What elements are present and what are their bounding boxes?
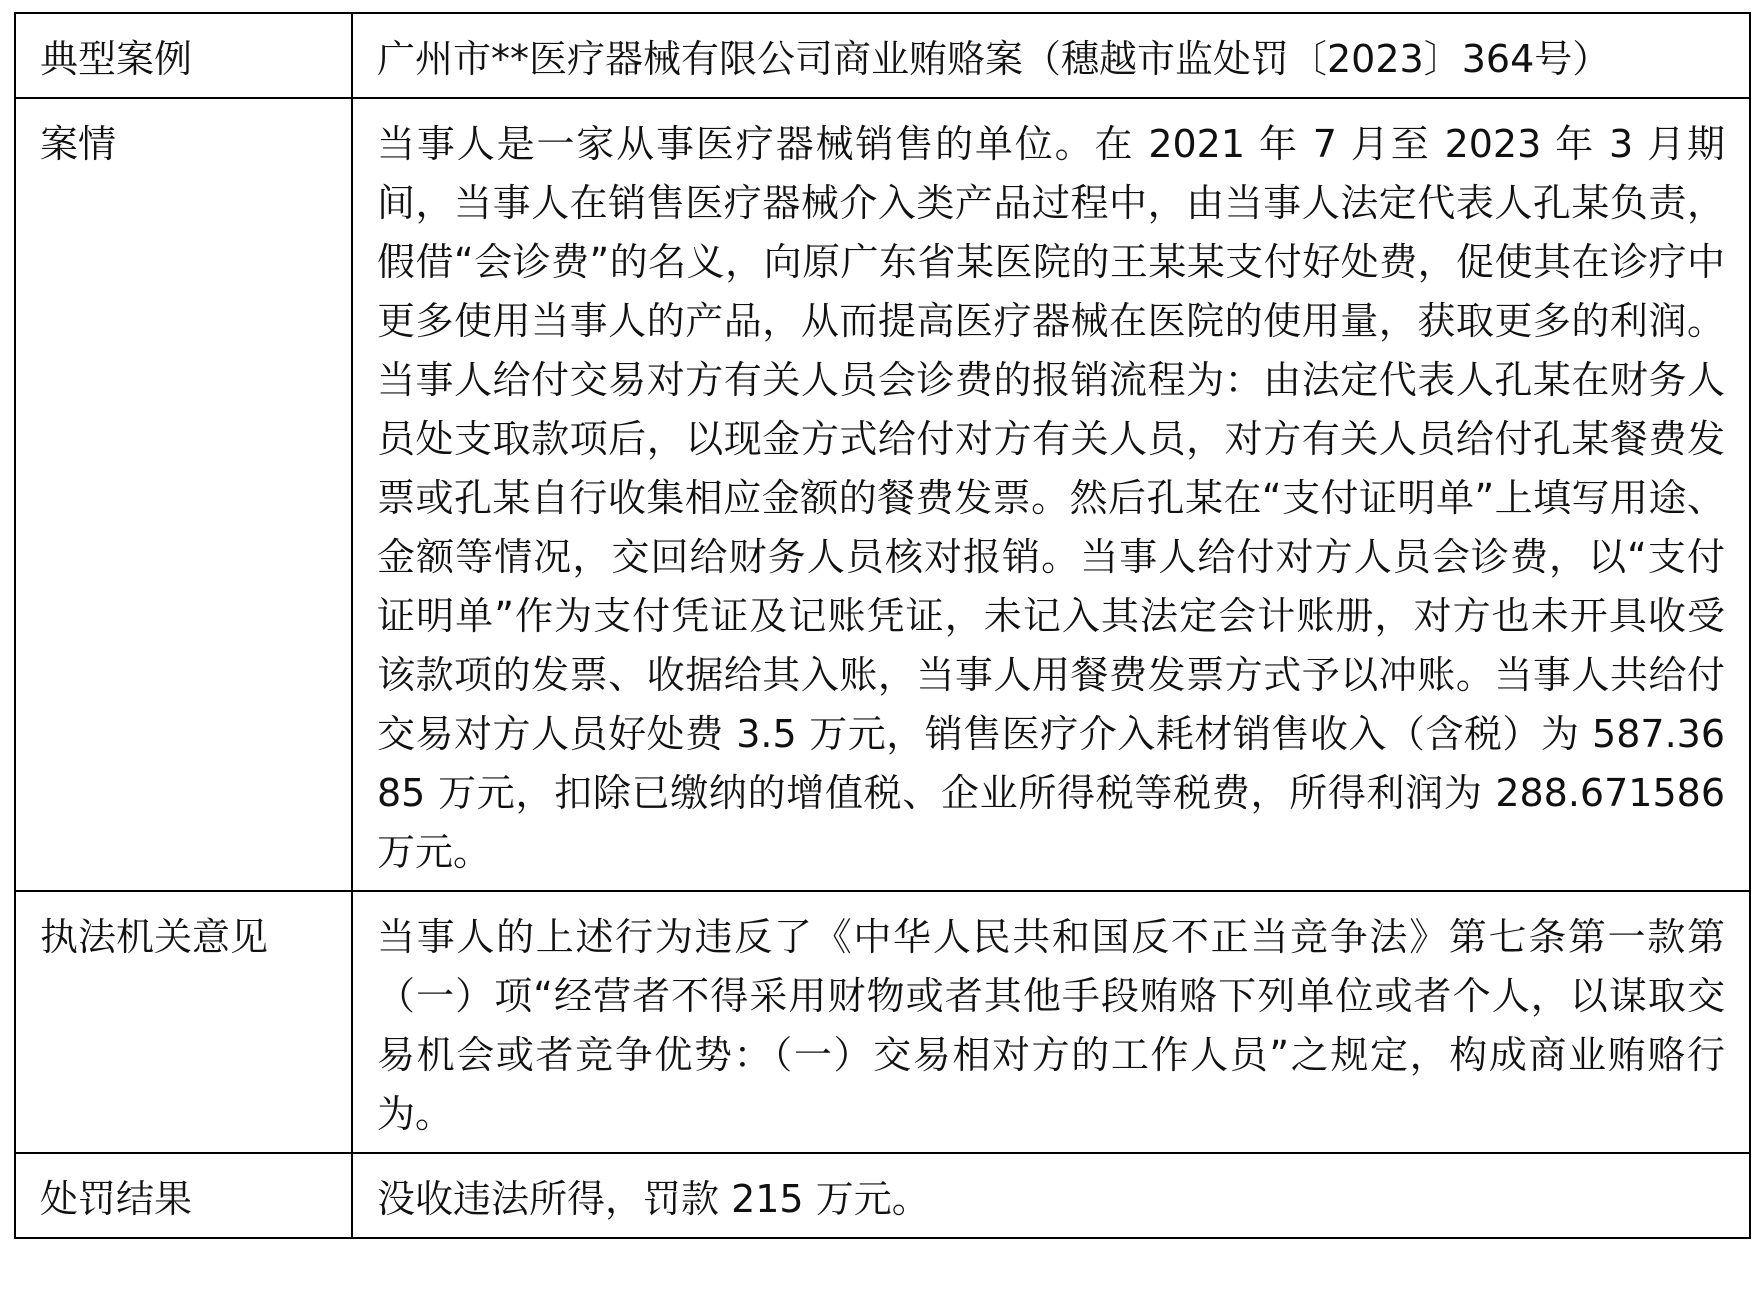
table-row-case-facts — [15, 98, 1750, 891]
table-row-typical-case — [15, 13, 1750, 98]
table-row-enforcement-opinion — [15, 891, 1750, 1153]
label-penalty-result: 处罚结果 — [15, 1153, 352, 1238]
table-row-penalty-result — [15, 1153, 1750, 1238]
label-case-facts: 案情 — [15, 98, 352, 891]
content-penalty-result: 没收违法所得，罚款 215 万元。 — [352, 1153, 1750, 1238]
label-enforcement-opinion: 执法机关意见 — [15, 891, 352, 1153]
content-enforcement-opinion: 当事人的上述行为违反了《中华人民共和国反不正当竞争法》第七条第一款第（一）项“经营者不得采用财物或者其他手段贿赂下列单位或者个人，以谋取交易机会或者竞争优势：（一）交易相对方的工作人员”之规定，构成商业贿赂行为。 — [352, 891, 1750, 1153]
content-case-facts: 当事人是一家从事医疗器械销售的单位。在 2021 年 7 月至 2023 年 3 月期间，当事人在销售医疗器械介入类产品过程中，由当事人法定代表人孔某负责，假借“会诊费”的名义，向原广东省某医院的王某某支付好处费，促使其在诊疗中更多使用当事人的产品，从而提高医疗器械在医院的使用量，获取更多的利润。当事人给付交易对方有关人员会诊费的报销流程为：由法定代表人孔某在财务人员处支取款项后，以现金方式给付对方有关人员，对方有关人员给付孔某餐费发票或孔某自行收集相应金额的餐费发票。然后孔某在“支付证明单”上填写用途、金额等情况，交回给财务人员核对报销。当事人给付对方人员会诊费，以“支付证明单”作为支付凭证及记账凭证，未记入其法定会计账册，对方也未开具收受该款项的发票、收据给其入账，当事人用餐费发票方式予以冲账。当事人共给付交易对方人员好处费 3.5 万元，销售医疗介入耗材销售收入（含税）为 587.3685 万元，扣除已缴纳的增值税、企业所得税等税费，所得利润为 288.671586 万元。 — [352, 98, 1750, 891]
content-typical-case: 广州市**医疗器械有限公司商业贿赂案（穗越市监处罚〔2023〕364号） — [352, 13, 1750, 98]
case-table — [14, 12, 1751, 1239]
label-typical-case: 典型案例 — [15, 13, 352, 98]
